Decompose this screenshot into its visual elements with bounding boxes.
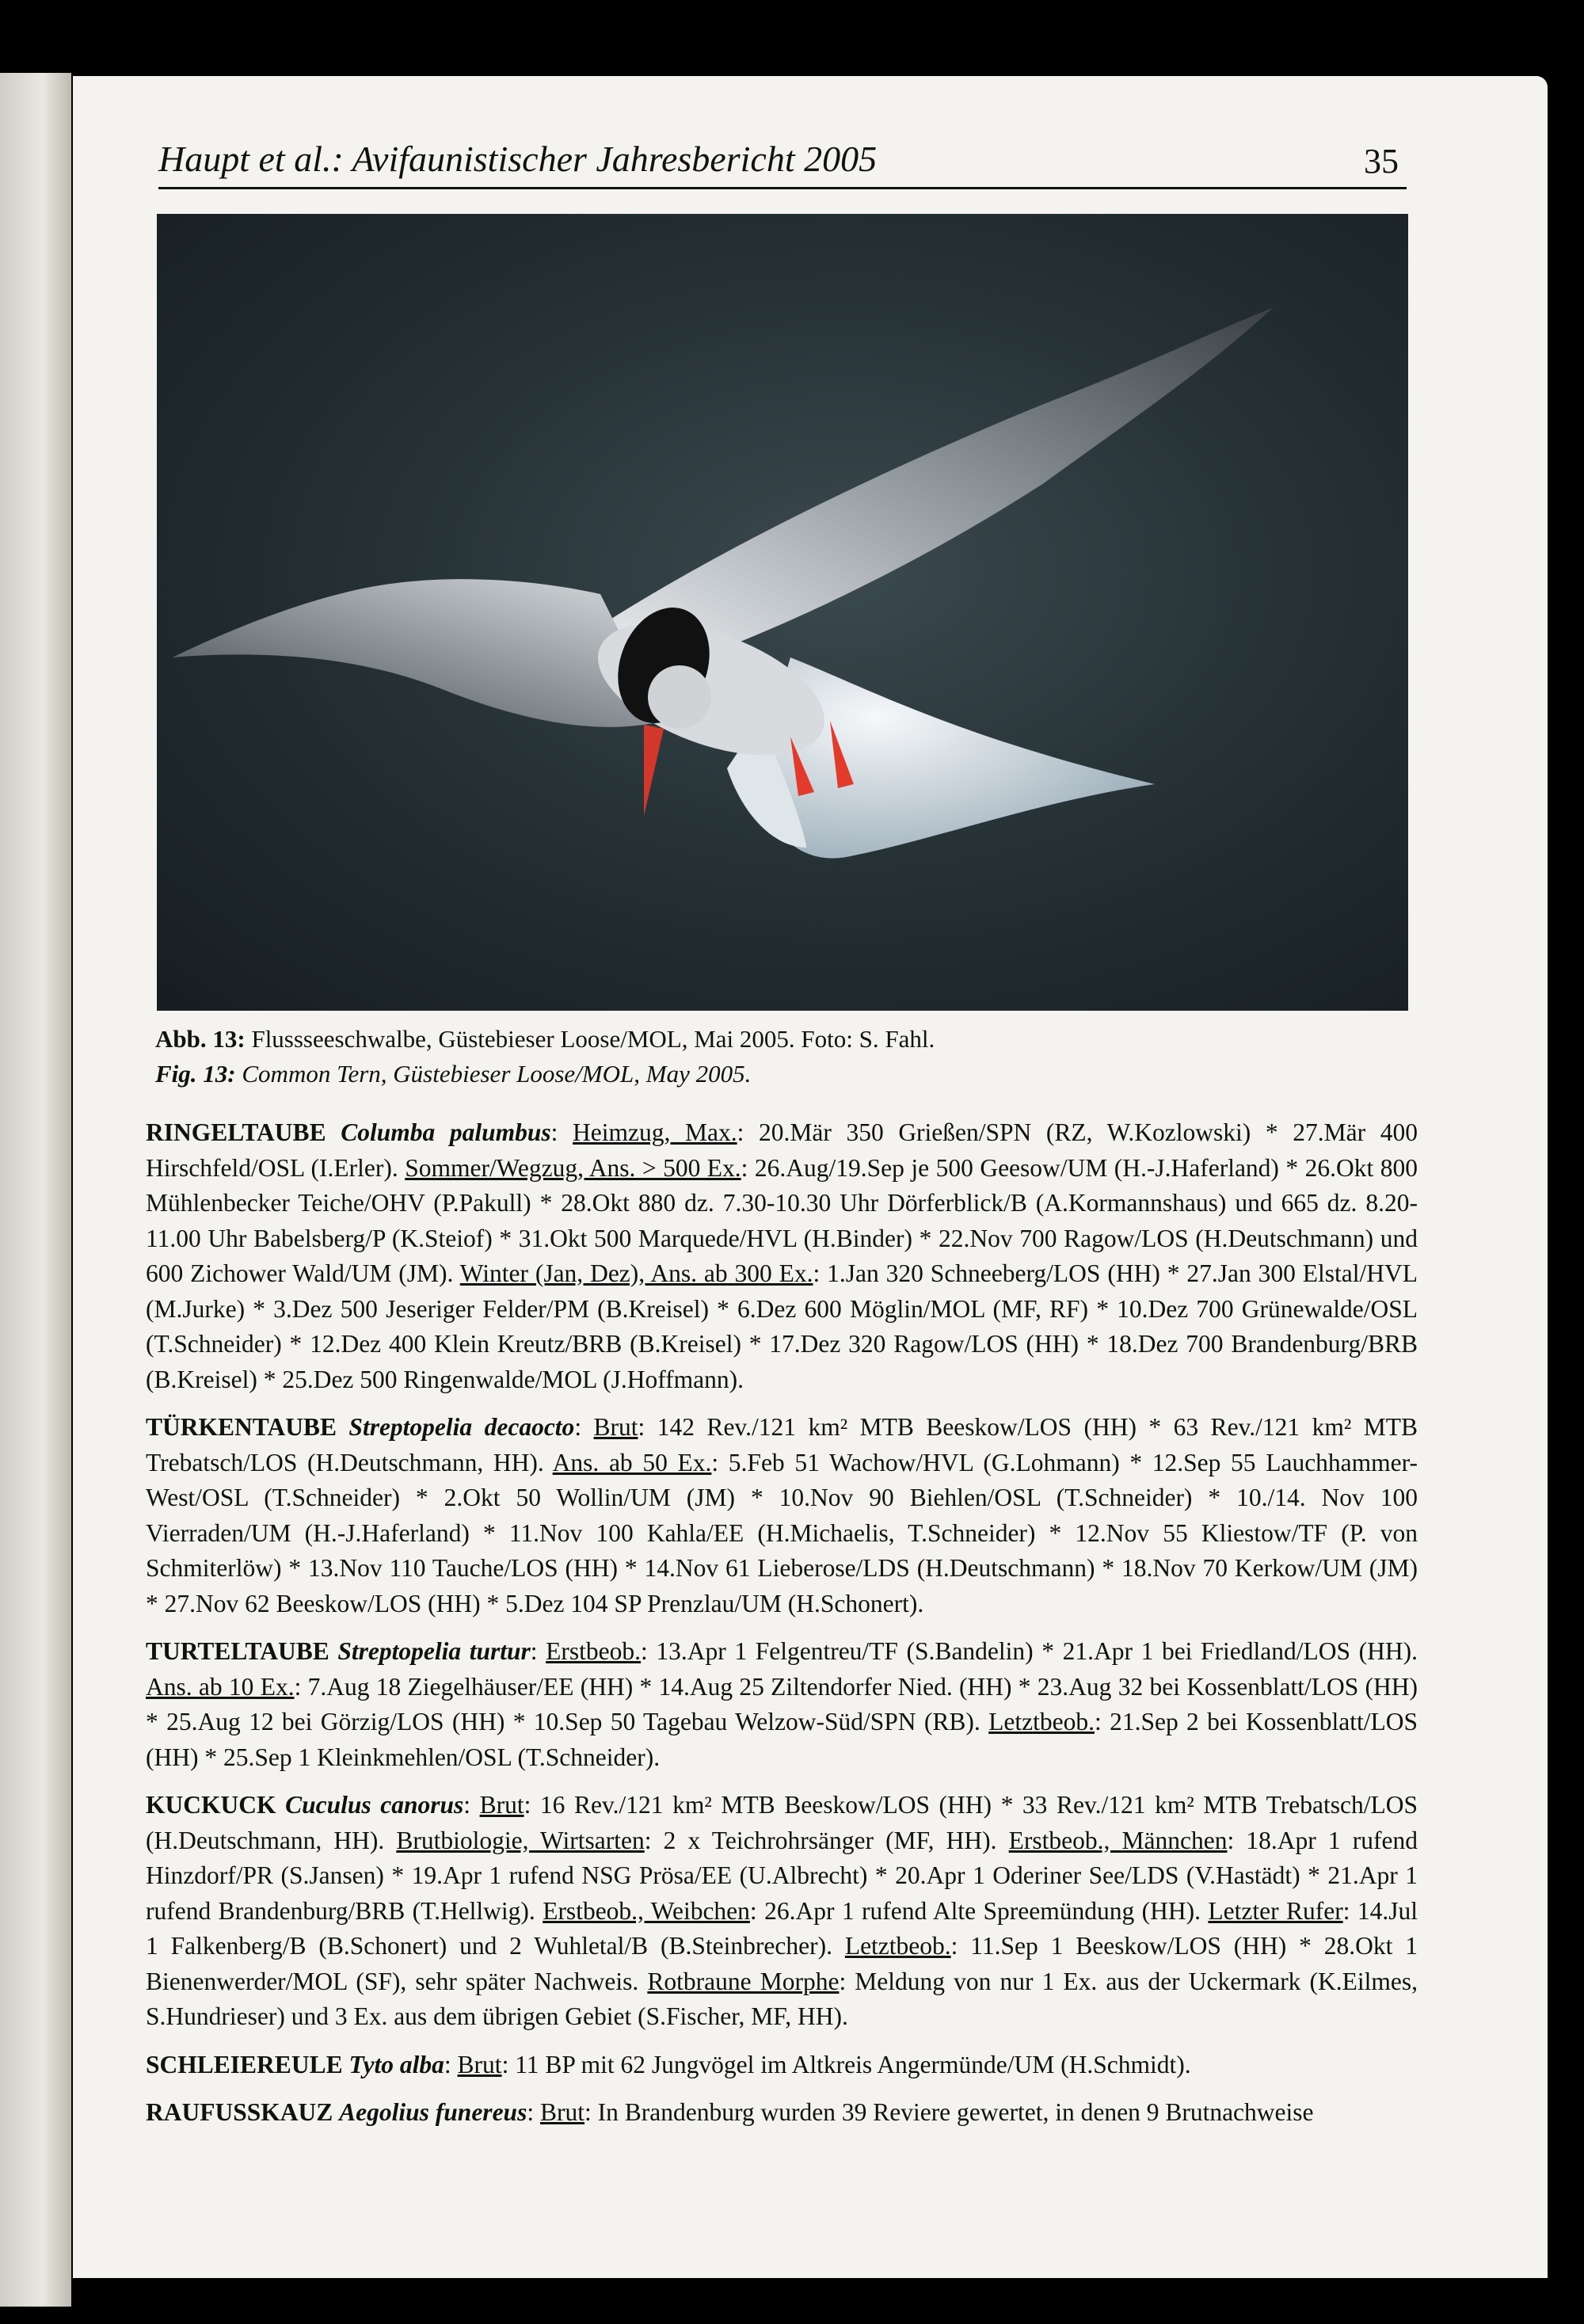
species-entry: RINGELTAUBE Columba palumbus: Heimzug, Max.: 20.Mär 350 Grießen/SPN (RZ, W.Kozlowski) * 27.Mär 400 Hirschfeld/OSL (I.Erler). Sommer/Wegzug, Ans. > 500 Ex.: 26.Aug/19.Sep je 500 Geesow/UM (H.-J.Haferland) * 26.Okt 800 Mühlenbecker Teiche/OHV (P.Pakull) * 28.Okt 880 dz. 7.30-10.30 Uhr Dörferblick/B (A.Kormannshaus) und 665 dz. 8.20-11.00 Uhr Babelsberg/P (K.Steiof) * 31.Okt 500 Marquede/HVL (H.Binder) * 22.Nov 700 Ragow/LOS (H.Deutschmann) und 600 Zichower Wald/UM (JM). Winter (Jan, Dez), Ans. ab 300 Ex.: 1.Jan 320 Schneeberg/LOS (HH) * 27.Jan 300 Elstal/HVL (M.Jurke) * 3.Dez 500 Jeseriger Felder/PM (B.Kreisel) * 6.Dez 600 Möglin/MOL (MF, RF) * 10.Dez 700 Grünewalde/OSL (T.Schneider) * 12.Dez 400 Klein Kreutz/BRB (B.Kreisel) * 17.Dez 320 Ragow/LOS (HH) * 18.Dez 700 Brandenburg/BRB (B.Kreisel) * 25.Dez 500 Ringenwalde/MOL (J.Hoffmann). [146, 1118, 1418, 1393]
scientific-name: Streptopelia decaocto [348, 1413, 575, 1441]
record-category: Winter (Jan, Dez), Ans. ab 300 Ex. [459, 1259, 813, 1287]
record-text: : In Brandenburg wurden 39 Reviere gewertet, in denen 9 Brutnachweise [584, 2098, 1314, 2126]
caption-label: Abb. 13: [155, 1025, 246, 1053]
record-text: : 21.Sep 2 bei Kossenblatt/LOS (HH) * 25.Sep 1 Kleinkmehlen/OSL (T.Schneider). [146, 1708, 1418, 1771]
record-category: Brut [457, 2050, 502, 2078]
facing-page-edge [0, 73, 71, 2307]
header-rule [158, 187, 1407, 189]
species-entry: RAUFUSSKAUZ Aegolius funereus: Brut: In Brandenburg wurden 39 Reviere gewertet, in denen 9 Brutnachweise [146, 2098, 1314, 2126]
record-category: Heimzug, Max. [573, 1118, 737, 1146]
species-entry: SCHLEIEREULE Tyto alba: Brut: 11 BP mit 62 Jungvögel im Altkreis Angermünde/UM (H.Schmidt). [146, 2050, 1191, 2078]
scientific-name: Cuculus canorus [285, 1791, 464, 1819]
species-accounts [146, 1115, 1418, 2143]
book-page [73, 76, 1548, 2278]
record-text: : 5.Feb 51 Wachow/HVL (G.Lohmann) * 12.Sep 55 Lauchhammer-West/OSL (T.Schneider) * 2.Okt 50 Wollin/UM (JM) * 10.Nov 90 Biehlen/OSL (T.Schneider) * 10./14. Nov 100 Vierraden/UM (H.-J.Haferland) * 11.Nov 100 Kahla/EE (H.Michaelis, T.Schneider) * 12.Nov 55 Kliestow/TF (P. von Schmiterlöw) * 13.Nov 110 Tauche/LOS (HH) * 14.Nov 61 Lieberose/LDS (H.Deutschmann) * 18.Nov 70 Kerkow/UM (JM) * 27.Nov 62 Beeskow/LOS (HH) * 5.Dez 104 SP Prenzlau/UM (H.Schonert). [146, 1448, 1418, 1617]
caption-german [155, 1022, 1422, 1057]
scientific-name: Aegolius funereus [339, 2098, 527, 2126]
record-category: Rotbraune Morphe [647, 1967, 840, 1995]
record-text: : 142 Rev./121 km² MTB Beeskow/LOS (HH) * 63 Rev./121 km² MTB Trebatsch/LOS (H.Deutschmann, HH). [146, 1413, 1418, 1476]
record-category: Sommer/Wegzug, Ans. > 500 Ex. [405, 1153, 741, 1182]
record-category: Erstbeob., Männchen [1008, 1826, 1228, 1854]
record-text: : 16 Rev./121 km² MTB Beeskow/LOS (HH) * 33 Rev./121 km² MTB Trebatsch/LOS (H.Deutschmann, HH). [146, 1791, 1418, 1854]
record-category: Ans. ab 50 Ex. [552, 1448, 712, 1476]
species-entry: KUCKUCK Cuculus canorus: Brut: 16 Rev./121 km² MTB Beeskow/LOS (HH) * 33 Rev./121 km² MTB Trebatsch/LOS (H.Deutschmann, HH). Brutbiologie, Wirtsarten: 2 x Teichrohrsänger (MF, HH). Erstbeob., Männchen: 18.Apr 1 rufend Hinzdorf/PR (S.Jansen) * 19.Apr 1 rufend NSG Prösa/EE (U.Albrecht) * 20.Apr 1 Oderiner See/LDS (V.Hastädt) * 21.Apr 1 rufend Brandenburg/BRB (T.Hellwig). Erstbeob., Weibchen: 26.Apr 1 rufend Alte Spreemündung (HH). Letzter Rufer: 14.Jul 1 Falkenberg/B (B.Schonert) und 2 Wuhletal/B (B.Steinbrecher). Letztbeob.: 11.Sep 1 Beeskow/LOS (HH) * 28.Okt 1 Bienenwerder/MOL (SF), sehr später Nachweis. Rotbraune Morphe: Meldung von nur 1 Ex. aus der Uckermark (K.Eilmes, S.Hundrieser) und 3 Ex. aus dem übrigen Gebiet (S.Fischer, MF, HH). [146, 1791, 1418, 2030]
running-title: Haupt et al.: Avifaunistischer Jahresbericht 2005 [158, 139, 878, 179]
record-category: Letzter Rufer [1208, 1896, 1343, 1925]
record-category: Erstbeob. [546, 1637, 642, 1665]
scientific-name: Streptopelia turtur [337, 1637, 531, 1665]
record-text: : 13.Apr 1 Felgentreu/TF (S.Bandelin) * 21.Apr 1 bei Friedland/LOS (HH). [641, 1637, 1418, 1665]
caption-english [155, 1057, 1422, 1092]
figure-caption [155, 1022, 1422, 1092]
common-tern-illustration [157, 214, 1408, 1011]
record-text: : 18.Apr 1 rufend Hinzdorf/PR (S.Jansen) * 19.Apr 1 rufend NSG Prösa/EE (U.Albrecht) * 20.Apr 1 Oderiner See/LDS (V.Hastädt) * 21.Apr 1 rufend Brandenburg/BRB (T.Hellwig). [146, 1826, 1418, 1925]
species-entry: TÜRKENTAUBE Streptopelia decaocto: Brut: 142 Rev./121 km² MTB Beeskow/LOS (HH) * 63 Rev./121 km² MTB Trebatsch/LOS (H.Deutschmann, HH). Ans. ab 50 Ex.: 5.Feb 51 Wachow/HVL (G.Lohmann) * 12.Sep 55 Lauchhammer-West/OSL (T.Schneider) * 2.Okt 50 Wollin/UM (JM) * 10.Nov 90 Biehlen/OSL (T.Schneider) * 10./14. Nov 100 Vierraden/UM (H.-J.Haferland) * 11.Nov 100 Kahla/EE (H.Michaelis, T.Schneider) * 12.Nov 55 Kliestow/TF (P. von Schmiterlöw) * 13.Nov 110 Tauche/LOS (HH) * 14.Nov 61 Lieberose/LDS (H.Deutschmann) * 18.Nov 70 Kerkow/UM (JM) * 27.Nov 62 Beeskow/LOS (HH) * 5.Dez 104 SP Prenzlau/UM (H.Schonert). [146, 1413, 1418, 1617]
species-name: SCHLEIEREULE [146, 2050, 343, 2078]
record-text: : 11 BP mit 62 Jungvögel im Altkreis Angermünde/UM (H.Schmidt). [501, 2050, 1191, 2078]
record-category: Brut [479, 1791, 524, 1819]
record-text: : 11.Sep 1 Beeskow/LOS (HH) * 28.Okt 1 Bienenwerder/MOL (SF), sehr später Nachweis. [146, 1932, 1418, 1995]
scientific-name: Columba palumbus [341, 1118, 551, 1146]
caption-text: Flussseeschwalbe, Güstebieser Loose/MOL, Mai 2005. Foto: S. Fahl. [251, 1025, 935, 1053]
record-text: : 26.Apr 1 rufend Alte Spreemündung (HH). [749, 1896, 1209, 1925]
record-text: : 26.Aug/19.Sep je 500 Geesow/UM (H.-J.Haferland) * 26.Okt 800 Mühlenbecker Teiche/OHV (P.Pakull) * 28.Okt 880 dz. 7.30-10.30 Uhr Dörferblick/B (A.Kormannshaus) und 665 dz. 8.20-11.00 Uhr Babelsberg/P (K.Steiof) * 31.Okt 500 Marquede/HVL (H.Binder) * 22.Nov 700 Ragow/LOS (H.Deutschmann) und 600 Zichower Wald/UM (JM). [146, 1153, 1418, 1287]
record-text: : 2 x Teichrohrsänger (MF, HH). [644, 1826, 1009, 1854]
record-text: : 14.Jul 1 Falkenberg/B (B.Schonert) und 2 Wuhletal/B (B.Steinbrecher). [146, 1896, 1418, 1960]
caption-label-en: Fig. 13: [155, 1060, 236, 1088]
caption-text-en: Common Tern, Güstebieser Loose/MOL, May 2005. [242, 1060, 752, 1088]
record-text: : Meldung von nur 1 Ex. aus der Uckermark (K.Eilmes, S.Hundrieser) und 3 Ex. aus dem übrigen Gebiet (S.Fischer, MF, HH). [146, 1967, 1418, 2030]
species-name: TURTELTAUBE [146, 1637, 329, 1665]
record-text: : 20.Mär 350 Grießen/SPN (RZ, W.Kozlowski) * 27.Mär 400 Hirschfeld/OSL (I.Erler). [146, 1118, 1418, 1182]
page-number: 35 [1364, 142, 1399, 181]
species-name: RAUFUSSKAUZ [146, 2098, 333, 2126]
species-name: KUCKUCK [146, 1791, 276, 1819]
record-category: Brut [593, 1413, 638, 1441]
tern-photo [157, 214, 1408, 1011]
record-category: Ans. ab 10 Ex. [146, 1672, 295, 1701]
record-category: Brutbiologie, Wirtsarten [396, 1826, 645, 1854]
record-text: : 1.Jan 320 Schneeberg/LOS (HH) * 27.Jan 300 Elstal/HVL (M.Jurke) * 3.Dez 500 Jeseriger Felder/PM (B.Kreisel) * 6.Dez 600 Möglin/MOL (MF, RF) * 10.Dez 700 Grünewalde/OSL (T.Schneider) * 12.Dez 400 Klein Kreutz/BRB (B.Kreisel) * 17.Dez 320 Ragow/LOS (HH) * 18.Dez 700 Brandenburg/BRB (B.Kreisel) * 25.Dez 500 Ringenwalde/MOL (J.Hoffmann). [146, 1259, 1418, 1393]
scientific-name: Tyto alba [348, 2050, 444, 2078]
species-name: TÜRKENTAUBE [146, 1413, 337, 1441]
record-category: Letztbeob. [844, 1932, 951, 1960]
species-entry: TURTELTAUBE Streptopelia turtur: Erstbeob.: 13.Apr 1 Felgentreu/TF (S.Bandelin) * 21.Apr 1 bei Friedland/LOS (HH). Ans. ab 10 Ex.: 7.Aug 18 Ziegelhäuser/EE (HH) * 14.Aug 25 Ziltendorfer Nied. (HH) * 23.Aug 32 bei Kossenblatt/LOS (HH) * 25.Aug 12 bei Görzig/LOS (HH) * 10.Sep 50 Tagebau Welzow-Süd/SPN (RB). Letztbeob.: 21.Sep 2 bei Kossenblatt/LOS (HH) * 25.Sep 1 Kleinkmehlen/OSL (T.Schneider). [146, 1637, 1418, 1771]
species-name: RINGELTAUBE [146, 1118, 326, 1146]
record-category: Erstbeob., Weibchen [543, 1896, 750, 1925]
record-text: : 7.Aug 18 Ziegelhäuser/EE (HH) * 14.Aug 25 Ziltendorfer Nied. (HH) * 23.Aug 32 bei Kossenblatt/LOS (HH) * 25.Aug 12 bei Görzig/LOS (HH) * 10.Sep 50 Tagebau Welzow-Süd/SPN (RB). [146, 1672, 1418, 1735]
record-category: Brut [539, 2098, 584, 2126]
record-category: Letztbeob. [988, 1708, 1095, 1735]
